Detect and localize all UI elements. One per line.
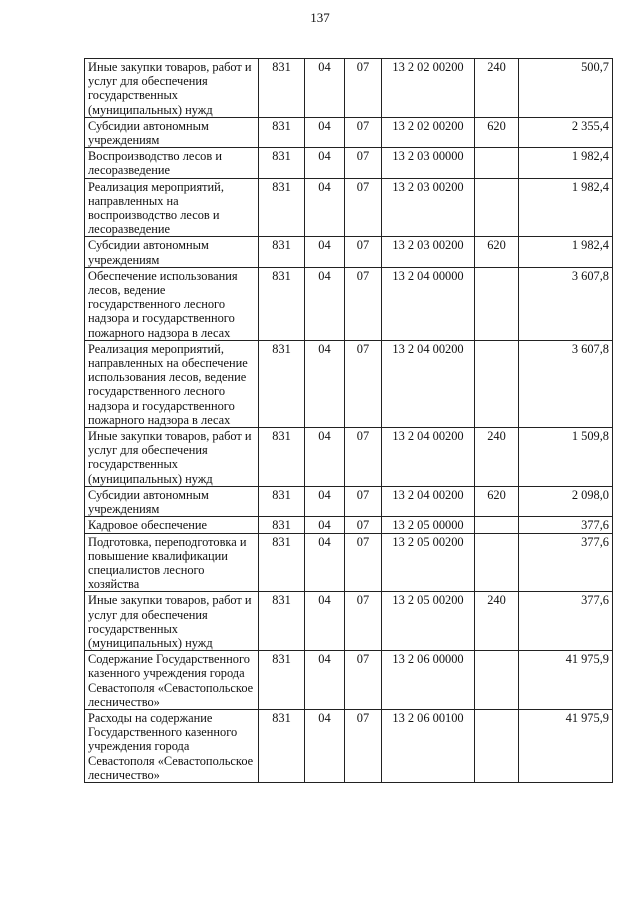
- row-expense-type: 620: [475, 237, 519, 267]
- row-expense-type: [475, 148, 519, 178]
- table-row: [85, 178, 613, 237]
- row-article-code: 13 2 03 00200: [382, 178, 475, 237]
- row-subsection-code: 07: [345, 237, 382, 267]
- row-name: Иные закупки товаров, работ и услуг для обеспечения государственных (муниципальных) нужд: [85, 59, 259, 118]
- row-expense-type: [475, 533, 519, 592]
- row-expense-type: [475, 178, 519, 237]
- row-amount: 41 975,9: [519, 709, 613, 782]
- row-expense-type: 240: [475, 428, 519, 487]
- row-section-code: 04: [305, 237, 345, 267]
- row-name: Иные закупки товаров, работ и услуг для обеспечения государственных (муниципальных) нужд: [85, 592, 259, 651]
- row-section-code: 04: [305, 428, 345, 487]
- row-subsection-code: 07: [345, 148, 382, 178]
- row-subsection-code: 07: [345, 267, 382, 340]
- row-section-code: 04: [305, 651, 345, 710]
- row-subsection-code: 07: [345, 533, 382, 592]
- row-section-code: 04: [305, 517, 345, 533]
- row-expense-type: [475, 709, 519, 782]
- row-subsection-code: 07: [345, 486, 382, 516]
- row-amount: 377,6: [519, 592, 613, 651]
- row-subsection-code: 07: [345, 340, 382, 427]
- row-name: Реализация мероприятий, направленных на воспроизводство лесов и лесоразведение: [85, 178, 259, 237]
- row-subsection-code: 07: [345, 117, 382, 147]
- row-section-code: 04: [305, 709, 345, 782]
- row-subsection-code: 07: [345, 709, 382, 782]
- row-amount: 2 098,0: [519, 486, 613, 516]
- page-number: 137: [310, 10, 330, 25]
- row-ministry-code: 831: [259, 428, 305, 487]
- row-name: Кадровое обеспечение: [85, 517, 259, 533]
- row-amount: 2 355,4: [519, 117, 613, 147]
- row-ministry-code: 831: [259, 517, 305, 533]
- row-ministry-code: 831: [259, 148, 305, 178]
- row-section-code: 04: [305, 148, 345, 178]
- row-name: Субсидии автономным учреждениям: [85, 237, 259, 267]
- row-expense-type: 620: [475, 486, 519, 516]
- row-article-code: 13 2 03 00200: [382, 237, 475, 267]
- row-article-code: 13 2 04 00200: [382, 340, 475, 427]
- row-name: Обеспечение использования лесов, ведение государственного лесного надзора и государственного пожарного надзора в лесах: [85, 267, 259, 340]
- table-row: [85, 592, 613, 651]
- row-amount: 1 982,4: [519, 148, 613, 178]
- row-subsection-code: 07: [345, 651, 382, 710]
- table-row: [85, 486, 613, 516]
- row-section-code: 04: [305, 117, 345, 147]
- row-ministry-code: 831: [259, 117, 305, 147]
- row-section-code: 04: [305, 533, 345, 592]
- row-section-code: 04: [305, 267, 345, 340]
- row-article-code: 13 2 05 00200: [382, 592, 475, 651]
- row-expense-type: [475, 517, 519, 533]
- row-subsection-code: 07: [345, 428, 382, 487]
- row-ministry-code: 831: [259, 59, 305, 118]
- row-name: Воспроизводство лесов и лесоразведение: [85, 148, 259, 178]
- row-section-code: 04: [305, 592, 345, 651]
- row-section-code: 04: [305, 59, 345, 118]
- row-ministry-code: 831: [259, 592, 305, 651]
- row-amount: 1 982,4: [519, 178, 613, 237]
- row-article-code: 13 2 06 00100: [382, 709, 475, 782]
- row-amount: 41 975,9: [519, 651, 613, 710]
- row-amount: 3 607,8: [519, 340, 613, 427]
- row-subsection-code: 07: [345, 178, 382, 237]
- row-expense-type: 240: [475, 592, 519, 651]
- row-article-code: 13 2 03 00000: [382, 148, 475, 178]
- row-subsection-code: 07: [345, 592, 382, 651]
- table-row: [85, 148, 613, 178]
- row-section-code: 04: [305, 486, 345, 516]
- row-section-code: 04: [305, 340, 345, 427]
- row-name: Содержание Государственного казенного учреждения города Севастополя «Севастопольское лесничество»: [85, 651, 259, 710]
- row-ministry-code: 831: [259, 533, 305, 592]
- row-ministry-code: 831: [259, 651, 305, 710]
- row-expense-type: [475, 340, 519, 427]
- table-row: [85, 59, 613, 118]
- row-article-code: 13 2 06 00000: [382, 651, 475, 710]
- row-article-code: 13 2 05 00200: [382, 533, 475, 592]
- row-article-code: 13 2 04 00200: [382, 486, 475, 516]
- row-section-code: 04: [305, 178, 345, 237]
- row-article-code: 13 2 05 00000: [382, 517, 475, 533]
- row-ministry-code: 831: [259, 340, 305, 427]
- table-row: [85, 340, 613, 427]
- row-name: Субсидии автономным учреждениям: [85, 486, 259, 516]
- row-expense-type: 240: [475, 59, 519, 118]
- row-amount: 3 607,8: [519, 267, 613, 340]
- table-body: [85, 59, 613, 783]
- table-row: [85, 517, 613, 533]
- table-row: [85, 533, 613, 592]
- table-row: [85, 651, 613, 710]
- row-name: Расходы на содержание Государственного казенного учреждения города Севастополя «Севастопольское лесничество»: [85, 709, 259, 782]
- row-article-code: 13 2 04 00000: [382, 267, 475, 340]
- row-name: Иные закупки товаров, работ и услуг для обеспечения государственных (муниципальных) нужд: [85, 428, 259, 487]
- row-ministry-code: 831: [259, 267, 305, 340]
- row-amount: 377,6: [519, 533, 613, 592]
- row-expense-type: [475, 651, 519, 710]
- row-name: Субсидии автономным учреждениям: [85, 117, 259, 147]
- row-ministry-code: 831: [259, 178, 305, 237]
- row-amount: 1 509,8: [519, 428, 613, 487]
- row-name: Реализация мероприятий, направленных на обеспечение использования лесов, ведение государственного лесного надзора и государственного пожарного надзора в лесах: [85, 340, 259, 427]
- budget-table: [84, 58, 613, 783]
- row-name: Подготовка, переподготовка и повышение квалификации специалистов лесного хозяйства: [85, 533, 259, 592]
- row-article-code: 13 2 04 00200: [382, 428, 475, 487]
- row-expense-type: [475, 267, 519, 340]
- row-amount: 377,6: [519, 517, 613, 533]
- table-row: [85, 237, 613, 267]
- table-row: [85, 428, 613, 487]
- row-amount: 500,7: [519, 59, 613, 118]
- table-row: [85, 709, 613, 782]
- table-row: [85, 117, 613, 147]
- row-amount: 1 982,4: [519, 237, 613, 267]
- row-subsection-code: 07: [345, 59, 382, 118]
- row-article-code: 13 2 02 00200: [382, 117, 475, 147]
- row-ministry-code: 831: [259, 237, 305, 267]
- row-ministry-code: 831: [259, 486, 305, 516]
- row-ministry-code: 831: [259, 709, 305, 782]
- row-subsection-code: 07: [345, 517, 382, 533]
- table-row: [85, 267, 613, 340]
- row-expense-type: 620: [475, 117, 519, 147]
- row-article-code: 13 2 02 00200: [382, 59, 475, 118]
